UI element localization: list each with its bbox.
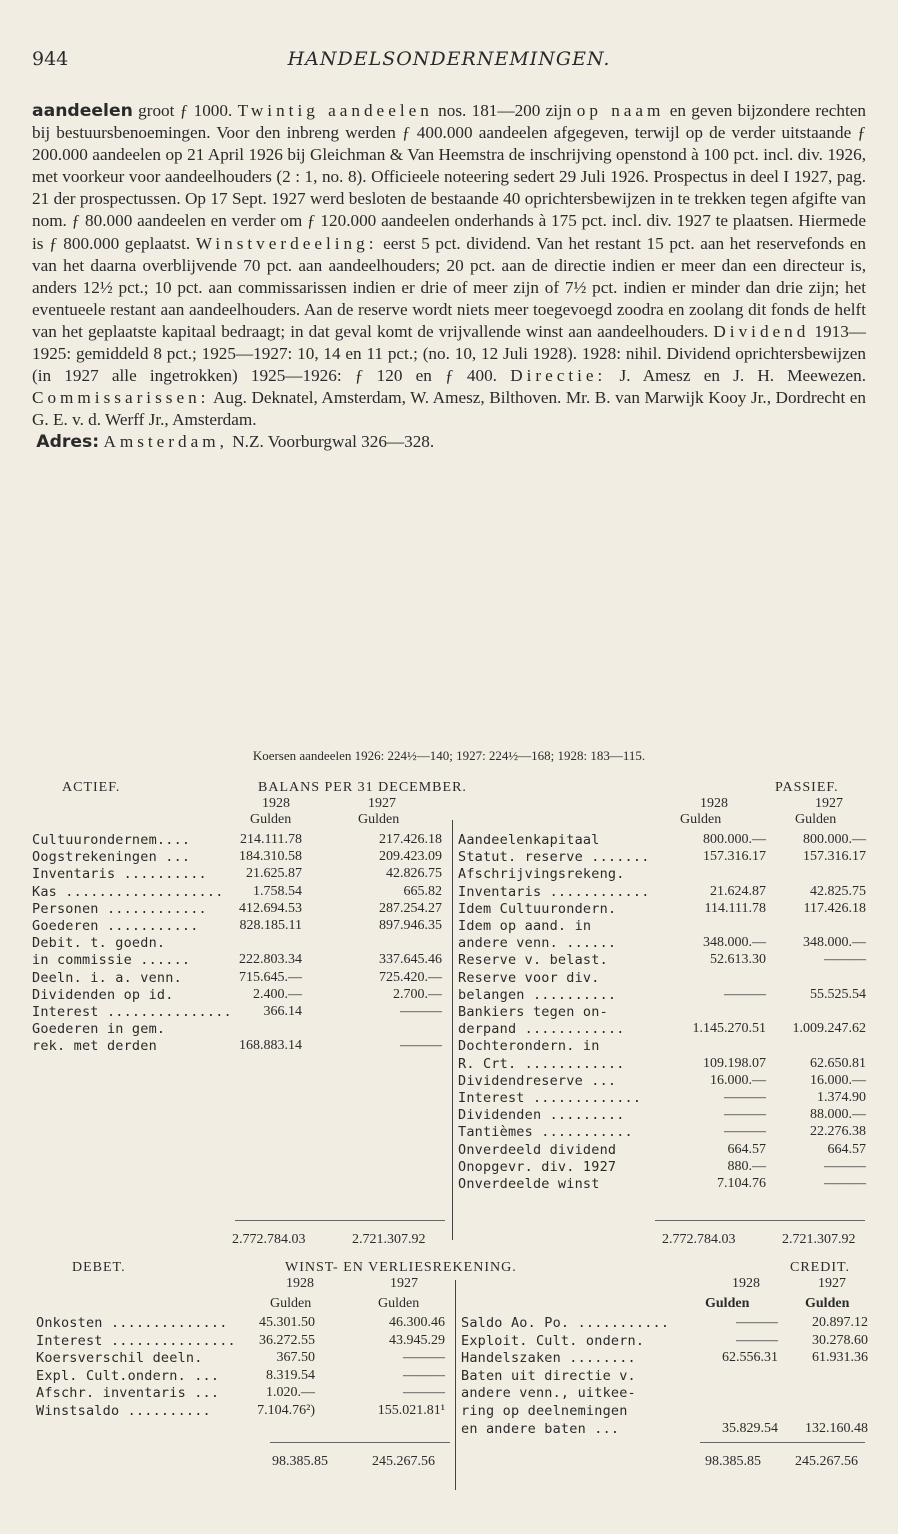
value-1927: 800.000.— [803,832,866,847]
table-row [0,901,452,919]
row-label: Aandeelenkapitaal [458,832,600,848]
value-1927: 16.000.— [810,1072,866,1088]
row-label: Bankiers tegen on- [458,1004,608,1020]
value-1928: 184.310.58 [239,849,302,865]
value-1928: ——— [724,1124,766,1140]
value-1927: 217.426.18 [379,832,442,847]
value-1927: 132.160.48 [805,1420,868,1436]
table-row [455,1368,898,1386]
row-label: Saldo Ao. Po. ........... [461,1315,670,1331]
value-1928: ——— [724,986,766,1002]
table-row [452,1021,898,1039]
row-label: R. Crt. ............ [458,1055,625,1072]
value-1928: 2.400.— [253,986,302,1002]
table-row [0,1004,452,1022]
value-1928: 21.624.87 [710,883,766,899]
year-1927: 1927 [368,796,396,811]
table-row [452,832,898,850]
row-label: Tantièmes ........... [458,1124,633,1141]
value-1928: 157.316.17 [703,849,766,865]
table-row [0,970,452,988]
value-1927: 42.825.75 [810,883,866,899]
value-1927: 55.525.54 [810,986,866,1002]
table-row [0,1385,455,1403]
table-row [452,1004,898,1022]
value-1927: ——— [403,1367,445,1383]
row-label: belangen .......... [458,986,617,1003]
text-run: Aug. Deknatel, Amsterdam, W. Amesz, Bilthoven. Mr. B. van Marwijk Kooy Jr., Dordrecht en G. E. v. d. Werff Jr., Amsterdam. [32,388,866,430]
value-1928: 36.272.55 [259,1332,315,1348]
adres-label: Adres: [36,432,100,453]
table-row [0,1038,452,1056]
table-row [0,1368,455,1386]
row-label: Onkosten .............. [36,1315,228,1331]
value-1928: 664.57 [727,1141,766,1157]
total-left-1928: 98.385.85 [272,1454,328,1469]
value-1928: 1.145.270.51 [692,1021,766,1037]
total-right-1927: 2.721.307.92 [782,1232,856,1247]
table-row [455,1385,898,1403]
value-1927: 897.946.35 [379,918,442,933]
table-row [452,1124,898,1142]
row-label: Goederen in gem. [32,1021,166,1038]
value-1927: 2.700.— [393,986,442,1002]
value-1927: 62.650.81 [810,1055,866,1071]
row-label: rek. met derden [32,1038,157,1055]
table-row [455,1421,898,1439]
balans-table [0,780,898,1260]
text-run: J. Amesz en J. H. Meewezen. [606,366,866,386]
row-label: en andere baten ... [461,1420,620,1437]
row-label: Winstsaldo .......... [36,1403,211,1419]
table-row [452,1176,898,1194]
text-run: eerst 5 pct. dividend. Van het restant 15 pct. aan het reservefonds en van het daarna overblijvende 70 pct. aan aandeelhouders; 20 pct. aan de directie indien er meer dan een directeur is, anders 12½ pct.; 10 pct. aan commissarissen indien er drie of meer zijn of 7½ pct. indien er minder dan drie zijn; het eventueele restant aan aandeelhouders. Aan de reserve wordt niets meer toegevoegd zoodra en zoolang dit fonds de helft van het geplaatste kapitaal bedraagt; in dat geval komt de vrijvallende winst aan aandeelhouders. [32,233,866,341]
total-left-1927: 2.721.307.92 [352,1232,426,1247]
value-1927: 117.426.18 [803,900,866,916]
value-1928: ——— [724,1107,766,1123]
table-row [0,952,452,970]
value-1928: 8.319.54 [266,1367,315,1383]
value-1928: ——— [736,1315,778,1330]
value-1928: 880.— [727,1158,766,1174]
total-right-1928: 98.385.85 [705,1454,761,1469]
value-1927: 725.420.— [379,969,442,985]
row-label: Dividenden ......... [458,1107,625,1124]
dividend-label: Dividend [713,321,810,341]
value-1927: 157.316.17 [803,849,866,865]
table-row [452,849,898,867]
value-1927: 20.897.12 [812,1315,868,1330]
value-1927: 348.000.— [803,935,866,951]
total-rule [700,1442,865,1443]
unit-label: Gulden [250,812,292,827]
value-1928: 214.111.78 [240,832,302,847]
value-1928: 367.50 [276,1350,315,1366]
value-1927: ——— [824,1158,866,1174]
table-row [455,1403,898,1421]
total-rule [235,1220,445,1221]
table-row [0,987,452,1005]
row-label: Inventaris ............ [458,883,650,900]
value-1927: 42.826.75 [386,866,442,882]
row-label: Handelszaken ........ [461,1350,636,1367]
value-1927: 61.931.36 [812,1350,868,1366]
description-paragraph [32,100,866,431]
row-label: Idem Cultuurondern. [458,900,617,917]
value-1927: 1.009.247.62 [792,1021,866,1037]
row-label: Deeln. i. a. venn. [32,969,182,986]
row-label: Reserve voor div. [458,969,600,986]
value-1927: 337.645.46 [379,952,442,968]
total-right-1927: 245.267.56 [795,1454,858,1469]
unit-label: Gulden [680,812,722,827]
value-1927: 46.300.46 [389,1315,445,1330]
value-1927: ——— [403,1385,445,1401]
value-1927: 664.57 [827,1141,866,1157]
credit-heading: CREDIT. [790,1260,851,1275]
winstverdeeling-label: Winstverdeeling: [195,233,378,253]
table-row [452,1090,898,1108]
total-right-1928: 2.772.784.03 [662,1232,736,1247]
row-label: Afschrijvingsrekeng. [458,866,625,883]
text-run: en geven bijzondere rechten bij bestuursbenoemingen. Voor den inbreng werden ƒ 400.000 aandeelen afgegeven, terwijl op de verder uitstaande ƒ 200.000 aandeelen op 21 April 1926 bij Gleichman & Van Heemstra de inschrijving openstond à 100 pct. incl. div. 1926, met voorkeur voor aandeelhouders (2 : 1, no. 8). Officieele noteering sedert 29 Juli 1926. Prospectus in deel I 1927, pag. 21 der prospectussen. Op 17 Sept. 1927 werd besloten de bestaande 40 oprichtersbewijzen in te trekken tegen afgifte van nom. ƒ 80.000 aandeelen en verder om ƒ 120.000 aandeelen onderhands à 175 pct. incl. div. 1927 te plaatsen. Hiermede is ƒ 800.000 geplaatst. [32,101,866,253]
table-row [452,918,898,936]
value-1928: 412.694.53 [239,900,302,916]
unit-label: Gulden [805,1296,850,1311]
spaced-text: Twintig aandeelen [237,101,433,120]
table-row [0,1315,455,1333]
value-1928: 16.000.— [710,1072,766,1088]
directie-label: Directie: [510,366,607,386]
value-1927: 665.82 [403,883,442,899]
table-row [0,1333,455,1351]
value-1928: 7.104.76²) [257,1403,315,1418]
table-row [0,832,452,850]
value-1928: 715.645.— [239,969,302,985]
unit-label: Gulden [358,812,400,827]
unit-label: Gulden [795,812,837,827]
value-1928: 52.613.30 [710,952,766,968]
value-1927: ——— [400,1004,442,1019]
table-row [452,1159,898,1177]
row-label: Oogstrekeningen ... [32,849,191,866]
value-1928: 62.556.31 [722,1350,778,1366]
year-1928: 1928 [700,796,728,811]
value-1928: 828.185.11 [239,918,302,933]
table-row [452,987,898,1005]
year-1927: 1927 [818,1276,846,1291]
table-row [455,1315,898,1333]
actief-heading: ACTIEF. [62,780,121,795]
year-1928: 1928 [262,796,290,811]
row-label: Goederen ........... [32,918,199,934]
year-1928: 1928 [286,1276,314,1291]
row-label: Onverdeeld dividend [458,1141,617,1158]
row-label: ring op deelnemingen [461,1403,628,1419]
table-row [0,849,452,867]
value-1928: 348.000.— [703,935,766,951]
row-label: Reserve v. belast. [458,952,608,969]
table-row [452,970,898,988]
value-1928: 222.803.34 [239,952,302,968]
company-description [32,100,866,454]
table-row [0,1350,455,1368]
running-title: HANDELSONDERNEMINGEN. [287,48,611,70]
table-row [452,1056,898,1074]
row-label: Expl. Cult.ondern. ... [36,1367,220,1384]
debet-heading: DEBET. [72,1260,126,1275]
value-1927: 287.254.27 [379,900,442,916]
value-1928: 7.104.76 [717,1176,766,1191]
value-1927: 22.276.38 [810,1124,866,1140]
row-label: Kas ................... [32,883,224,900]
table-row [452,901,898,919]
row-label: Inventaris .......... [32,866,207,883]
address-line [32,431,866,453]
value-1927: ——— [824,1176,866,1191]
row-label: Debit. t. goedn. [32,935,166,952]
lead-word: aandeelen [32,101,133,121]
table-row [455,1333,898,1351]
value-1927: ——— [403,1350,445,1366]
table-row [0,866,452,884]
adres-city: Amsterdam, [103,432,228,452]
table-row [452,952,898,970]
row-label: Personen ............ [32,900,207,917]
row-label: andere venn. ...... [458,935,617,952]
row-label: Cultuurondernem.... [32,832,191,848]
table-row [455,1350,898,1368]
value-1927: 209.423.09 [379,849,442,865]
text-run: 1913—1925: gemiddeld 8 pct.; 1925—1927: 10, 14 en 11 pct.; (no. 10, 12 Juli 1928). 1928: nihil. Dividend oprichtersbewijzen (in 1927 alle ingetrokken) 1925—1926: ƒ 120 en ƒ 400. [32,321,866,386]
value-1928: 366.14 [263,1004,302,1019]
unit-label: Gulden [378,1296,420,1311]
table-row [452,1038,898,1056]
value-1927: 88.000.— [810,1107,866,1123]
table-row [452,884,898,902]
table-row [0,918,452,936]
text-run: nos. 181—200 zijn [432,101,577,120]
row-label: Statut. reserve ....... [458,849,650,866]
adres-street: N.Z. Voorburgwal 326—328. [227,432,435,452]
winst-title: WINST- EN VERLIESREKENING. [285,1260,517,1275]
value-1928: 168.883.14 [239,1038,302,1054]
value-1928: 21.625.87 [246,866,302,882]
total-rule [270,1442,450,1443]
balans-title: BALANS PER 31 DECEMBER. [258,780,467,795]
row-label: Baten uit directie v. [461,1367,636,1384]
row-label: Idem op aand. in [458,918,592,934]
value-1928: 109.198.07 [703,1055,766,1071]
total-left-1927: 245.267.56 [372,1454,435,1469]
table-row [452,1073,898,1091]
value-1928: 1.758.54 [253,883,302,899]
value-1927: ——— [824,952,866,968]
row-label: andere venn., uitkee- [461,1385,636,1402]
text-run: groot ƒ 1000. [132,101,238,120]
value-1928: 35.829.54 [722,1420,778,1436]
value-1928: 800.000.— [703,832,766,847]
total-rule [655,1220,865,1221]
value-1928: 1.020.— [266,1385,315,1401]
row-label: Dividendreserve ... [458,1072,617,1089]
row-label: Exploit. Cult. ondern. [461,1332,645,1349]
value-1927: 43.945.29 [389,1332,445,1348]
year-1928: 1928 [732,1276,760,1291]
value-1928: 114.111.78 [704,900,766,916]
page-number: 944 [32,48,69,70]
row-label: Onverdeelde winst [458,1176,600,1192]
table-row [452,935,898,953]
value-1927: ——— [400,1038,442,1054]
value-1928: 45.301.50 [259,1315,315,1330]
table-row [0,1403,455,1421]
row-label: derpand ............ [458,1021,625,1038]
koersen-line: Koersen aandeelen 1926: 224½—140; 1927: 224½—168; 1928: 183—115. [252,748,646,763]
winst-verlies-table [0,1260,898,1490]
value-1927: 1.374.90 [817,1090,866,1105]
commissarissen-label: Commissarissen: [32,388,210,408]
table-row [0,935,452,953]
row-label: Onopgevr. div. 1927 [458,1158,617,1175]
year-1927: 1927 [390,1276,418,1291]
row-label: Dividenden op id. [32,986,174,1003]
value-1927: 30.278.60 [812,1332,868,1348]
row-label: Interest ............... [36,1332,236,1349]
row-label: in commissie ...... [32,952,191,969]
table-row [0,884,452,902]
table-row [452,866,898,884]
row-label: Koersverschil deeln. [36,1350,203,1367]
page-header [32,48,866,78]
year-1927: 1927 [815,796,843,811]
unit-label: Gulden [270,1296,312,1311]
value-1928: ——— [736,1332,778,1348]
row-label: Dochterondern. in [458,1038,600,1055]
row-label: Afschr. inventaris ... [36,1385,220,1402]
value-1928: ——— [724,1090,766,1105]
spaced-text: op naam [576,101,665,120]
total-left-1928: 2.772.784.03 [232,1232,306,1247]
row-label: Interest ............. [458,1090,642,1106]
row-label: Interest ............... [32,1004,232,1020]
value-1927: 155.021.81¹ [377,1403,445,1418]
table-row [0,1021,452,1039]
unit-label: Gulden [705,1296,750,1311]
table-row [452,1142,898,1160]
table-row [452,1107,898,1125]
passief-heading: PASSIEF. [775,780,839,795]
